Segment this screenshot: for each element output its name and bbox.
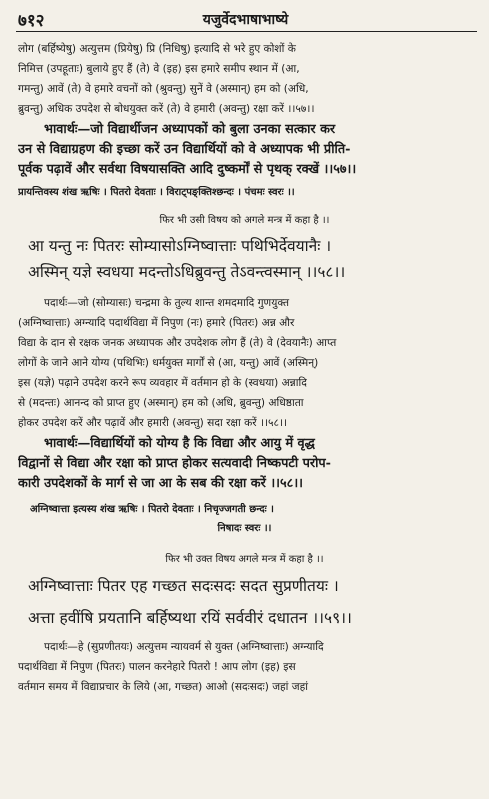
padartha-line: होकर उपदेश करें और पढ़ावें और हमारी (अवन्तु) सदा रक्षा करें ।।५८।। — [18, 417, 288, 429]
intro-line: फिर भी उसी विषय को अगले मन्त्र में कहा है ।। — [159, 215, 330, 226]
text-line: ब्रुवन्तु) अधिक उपदेश से बोधयुक्त करें (ते) वे हमारी (अवन्तु) रक्षा करें ।।५७।। — [18, 103, 315, 115]
mantra-line: आ यन्तु नः पितरः सोम्यासोऽग्निष्वात्ताः पथिभिर्देवयानैः । — [28, 237, 332, 255]
text-line: गमन्तु) आवें (ते) वे हमारे वचनों को (श्रुवन्तु) सुनें वे (अस्मान्) हम को (अधि, — [18, 83, 309, 95]
mantra-line: अग्निष्वात्ताः पितर एह गच्छत सदःसदः सदत सुप्रणीतयः । — [28, 577, 339, 595]
mantra-line: अस्मिन् यज्ञे स्वधया मदन्तोऽधिब्रुवन्तु तेऽवन्त्वस्मान् ।।५८।। — [28, 263, 346, 281]
padartha-line: से (मदन्तः) आनन्द को प्राप्त हुए (अस्मान्) हम को (अधि, ब्रुवन्तु) अधिष्ठाता — [18, 397, 304, 409]
bhavartha-line: पूर्वक पढ़ावें और सर्वथा विषयासक्ति आदि दुष्कर्मों से पृथक् रक्खें ।।५७।। — [18, 162, 357, 177]
header-rule — [16, 31, 477, 32]
page-header — [18, 6, 473, 32]
padartha-line: लोगों के जाने आने योग्य (पथिभिः) धर्मयुक्त मार्गों से (आ, यन्तु) आवें (अस्मिन्) — [18, 357, 319, 369]
running-title: यजुर्वेदभाषाभाष्ये — [202, 12, 289, 28]
padartha-line: पदार्थः—जो (सोम्यासः) चन्द्रमा के तुल्य शान्त शमदमादि गुणयुक्त — [44, 297, 290, 309]
text-line: लोग (बर्हिष्येषु) अत्युत्तम (प्रियेषु) प्रि (निधिषु) इत्यादि से भरे हुए कोशों के — [18, 43, 296, 55]
page-number: ७१२ — [18, 11, 45, 31]
padartha-line: पदार्थविद्या में निपुण (पितरः) पालन करनेहारे पितरो ! आप लोग (इह) इस — [18, 661, 296, 673]
bhavartha-line: भावार्थः—विद्यार्थियों को योग्य है कि विद्या और आयु में वृद्ध — [44, 436, 315, 451]
padartha-line: विद्या के दान से रक्षक जनक अध्यापक और उपदेशक लोग हैं (ते) वे (देवयानैः) आप्त — [18, 337, 337, 349]
padartha-line: वर्तमान समय में विद्याप्रचार के लिये (आ, गच्छत) आओ (सदःसदः) जहां जहां — [18, 681, 309, 693]
padartha-line: (अग्निष्वात्ताः) अग्न्यादि पदार्थविद्या में निपुण (नः) हमारे (पितरः) अन्न और — [18, 317, 295, 329]
bhavartha-line: कारी उपदेशकों के मार्ग से जा आ के सब की रक्षा करें ।।५८।। — [18, 476, 304, 491]
bhavartha-line: विद्वानों से विद्या और रक्षा को प्राप्त होकर सत्यवादी निष्कपटी परोप- — [18, 456, 331, 471]
intro-line: फिर भी उक्त विषय अगले मन्त्र में कहा है ।। — [165, 554, 324, 565]
svara-line: निषादः स्वरः ।। — [217, 523, 272, 534]
text-line: निमित्त (उपहूताः) बुलाये हुए हैं (ते) वे (इह) इस हमारे समीप स्थान में (आ, — [18, 63, 300, 75]
mantra-line: अत्ता हवींषि प्रयतानि बर्हिष्यथा रयिं सर्ववीरं दधातन ।।५९।। — [28, 609, 352, 627]
rishi-devata-line: अग्निष्वात्ता इत्यस्य शंख ऋषिः । पितरो देवताः । निचृज्जगती छन्दः । — [30, 504, 274, 515]
padartha-line: इस (यज्ञे) पढ़ाने उपदेश करने रूप व्यवहार में वर्तमान हो के (स्वधया) अन्नादि — [18, 377, 307, 389]
bhavartha-line: भावार्थः—जो विद्यार्थीजन अध्यापकों को बुला उनका सत्कार कर — [44, 122, 336, 137]
rishi-devata-line: प्रायन्तिवस्य शंख ऋषिः । पितरो देवताः । विराट्पङ्क्तिश्छन्दः । पंचमः स्वरः ।। — [18, 187, 295, 198]
bhavartha-line: उन से विद्याग्रहण की इच्छा करें उन विद्यार्थियों को वे अध्यापक भी प्रीति- — [18, 142, 351, 157]
padartha-line: पदार्थः—हे (सुप्रणीतयः) अत्युत्तम न्यायवर्म से युक्त (अग्निष्वात्ताः) अग्न्यादि — [44, 641, 324, 653]
